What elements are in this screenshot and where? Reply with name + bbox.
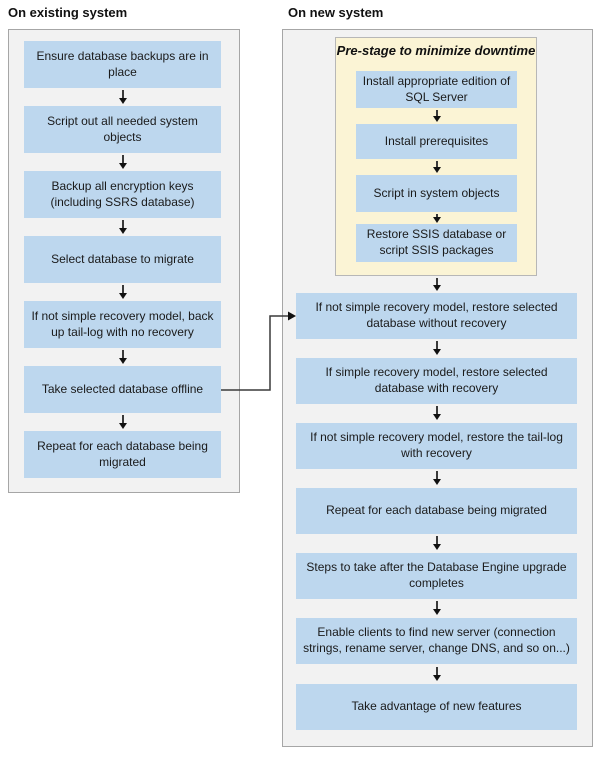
down-arrow-icon [118, 155, 128, 169]
down-arrow-icon [432, 278, 442, 291]
flow-step: If simple recovery model, restore selected database with recovery [296, 358, 577, 404]
flow-step: Repeat for each database being migrated [296, 488, 577, 534]
flow-step: Take advantage of new features [296, 684, 577, 730]
down-arrow-icon [118, 415, 128, 429]
flow-step: Backup all encryption keys (including SSRS database) [24, 171, 221, 218]
down-arrow-icon [432, 536, 442, 550]
flow-step: Ensure database backups are in place [24, 41, 221, 88]
existing-system-title: On existing system [8, 5, 128, 20]
down-arrow-icon [432, 667, 442, 681]
down-arrow-icon [118, 220, 128, 234]
new-system-title: On new system [288, 5, 384, 20]
flow-step: Restore SSIS database or script SSIS packages [356, 224, 517, 262]
down-arrow-icon [432, 161, 442, 173]
flow-step: Script out all needed system objects [24, 106, 221, 153]
down-arrow-icon [432, 601, 442, 615]
down-arrow-icon [118, 90, 128, 104]
prestage-title: Pre-stage to minimize downtime [336, 43, 536, 58]
down-arrow-icon [432, 341, 442, 355]
down-arrow-icon [432, 110, 442, 122]
flow-step: Enable clients to find new server (connection strings, rename server, change DNS, and so on...) [296, 618, 577, 664]
down-arrow-icon [118, 350, 128, 364]
flow-step: Steps to take after the Database Engine upgrade completes [296, 553, 577, 599]
flow-step: If not simple recovery model, restore selected database without recovery [296, 293, 577, 339]
down-arrow-icon [118, 285, 128, 299]
flow-step: Install prerequisites [356, 124, 517, 159]
down-arrow-icon [432, 471, 442, 485]
down-arrow-icon [432, 214, 442, 223]
flow-step: Script in system objects [356, 175, 517, 212]
flow-step: Repeat for each database being migrated [24, 431, 221, 478]
flow-step: Take selected database offline [24, 366, 221, 413]
down-arrow-icon [432, 406, 442, 420]
flow-step: Select database to migrate [24, 236, 221, 283]
flow-step: Install appropriate edition of SQL Server [356, 71, 517, 108]
flow-step: If not simple recovery model, restore the tail-log with recovery [296, 423, 577, 469]
flow-step: If not simple recovery model, back up tail-log with no recovery [24, 301, 221, 348]
